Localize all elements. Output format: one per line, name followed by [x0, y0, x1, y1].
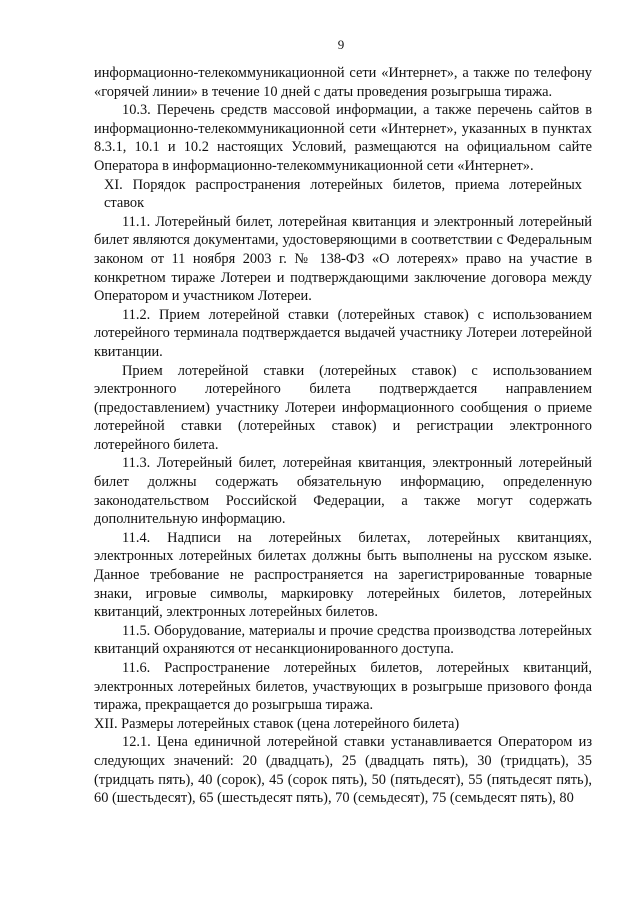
paragraph-11-5: 11.5. Оборудование, материалы и прочие средства производства лотерейных квитанций охраняются от несанкционированного доступа. [94, 622, 592, 658]
section-xi-heading: XI. Порядок распространения лотерейных билетов, приема лотерейных ставок [104, 176, 582, 212]
paragraph-continuation: информационно-телекоммуникационной сети «Интернет», а также по телефону «горячей линии» в течение 10 дней с даты проведения розыгрыша тиража. [94, 65, 592, 100]
paragraph-11-3: 11.3. Лотерейный билет, лотерейная квитанция, электронный лотерейный билет должны содержать обязательную информацию, определенную законодательством Российской Федерации, а также могут содержать дополнительную информацию. [94, 455, 592, 528]
section-xii-heading: XII. Размеры лотерейных ставок (цена лотерейного билета) [94, 715, 460, 732]
paragraph-11-6: 11.6. Распространение лотерейных билетов, лотерейных квитанций, электронных лотерейных билетов, участвующих в розыгрыше призового фонда тиража, прекращается до розыгрыша тиража. [94, 660, 592, 714]
paragraph-11-2-electronic: Прием лотерейной ставки (лотерейных ставок) с использованием электронного лотерейного билета подтверждается направлением (предоставлением) участнику Лотереи информационного сообщения о приеме лотерейной ставки (лотерейных ставок) и регистрации электронного лотерейного билета. [94, 362, 592, 453]
paragraph-11-1: 11.1. Лотерейный билет, лотерейная квитанция и электронный лотерейный билет являются документами, удостоверяющими в соответствии с Федеральным законом от 11 ноября 2003 г. № 138-ФЗ «О лотереях» право на участие в конкретном тираже Лотереи и подтверждающими заключение договора между Оператором и участником Лотереи. [94, 213, 592, 305]
page-number: 9 [337, 37, 345, 52]
paragraph-10-3: 10.3. Перечень средств массовой информации, а также перечень сайтов в информационно-телекоммуникационной сети «Интернет», указанных в пунктах 8.3.1, 10.1 и 10.2 настоящих Условий, размещаются на официальном сайте Оператора в информационно-телекоммуникационной сети «Интернет». [94, 102, 592, 174]
document-body [94, 64, 592, 808]
paragraph-11-4: 11.4. Надписи на лотерейных билетах, лотерейных квитанциях, электронных лотерейных билетах должны быть выполнены на русском языке. Данное требование не распространяется на зарегистрированные товарные знаки, игровые символы, маркировку лотерейных билетов, лотерейных квитанций, электронных лотерейных билетов. [94, 529, 592, 621]
paragraph-11-2: 11.2. Прием лотерейной ставки (лотерейных ставок) с использованием лотерейного терминала подтверждается выдачей участнику Лотереи лотерейной квитанции. [94, 306, 592, 360]
paragraph-12-1: 12.1. Цена единичной лотерейной ставки устанавливается Оператором из следующих значений: 20 (двадцать), 25 (двадцать пять), 30 (тридцать), 35 (тридцать пять), 40 (сорок), 45 (сорок пять), 50 (пятьдесят), 55 (пятьдесят пять), 60 (шестьдесят), 65 (шестьдесят пять), 70 (семьдесят), 75 (семьдесят пять), 80 [94, 734, 592, 807]
